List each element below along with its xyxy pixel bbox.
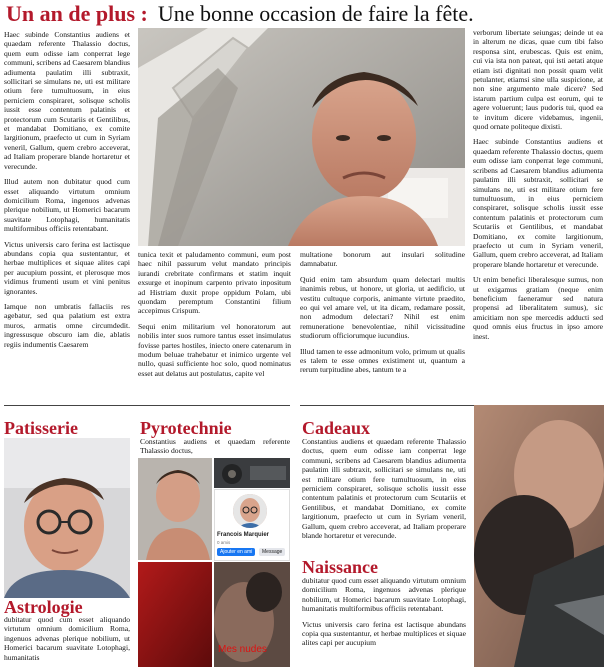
paragraph: Victus universis caro ferina est lactisque abundans copia qua sustentantur, et herbae multiplices et siquae alites capi per aucupium — [302, 619, 466, 648]
paragraph: Constantius audiens et quaedam referente Thalassio doctus, — [140, 437, 290, 456]
top-column-3 — [300, 250, 465, 398]
red-fabric-image — [138, 562, 212, 667]
headline — [6, 0, 474, 28]
section-title-naissance: Naissance — [302, 557, 378, 577]
section-title-cadeaux: Cadeaux — [302, 418, 371, 438]
astrologie-text — [4, 615, 130, 667]
patisserie-photo — [4, 438, 130, 598]
photo-caption: Mes nudes — [218, 644, 267, 655]
profile-card — [214, 489, 290, 561]
add-friend-button[interactable]: Ajouter en ami — [217, 548, 255, 556]
paragraph: multatione bonorum aut insulari solitudine damnabatur. — [300, 250, 465, 269]
right-bottom-photo — [474, 405, 604, 667]
section-title-pyrotechnie: Pyrotechnie — [140, 418, 232, 438]
paragraph: Sequi enim militarium vel honoratorum aut nobilis inter suos rumore tantus esset insimulatus fovisse partes hostiles, iniecto onere catenarum in modum beluae trahebatur et inimico urgente vel nullo, quasi sufficiente hoc solo, quod nominatus esset aut delatus aut postulatus, capite vel — [138, 321, 291, 378]
naissance-text — [302, 576, 466, 669]
top-column-4 — [473, 28, 603, 398]
paragraph: dubitatur quod cum esset aliquando virtutum omnium domicilium Roma, ingenuos advenas plerique nobilium, ut Homerici bacarum suavitate Lotophagi, humanitatis multiformibus officiis retentabant. — [302, 576, 466, 614]
top-column-1 — [4, 30, 130, 398]
close-up-image — [474, 405, 604, 667]
paragraph: Iamque non umbratis fallaciis res agebatur, sed qua palatium est extra muros, armatis omne circumdedit. ingressusque obscuro iam die, ablatis regiis indumentis Caesarem — [4, 301, 130, 349]
headline-title: Une bonne occasion de faire la fête. — [157, 1, 474, 26]
paragraph: tunica texit et paludamento communi, eum post haec nihil passurum velut mandato principis iurandi crebritate confirmans et statim inquit exsurge et inopinum carpento privato inpositum ad Histriam duxit prope oppidum Polam, ubi quondam peremptum Constantini filium accepimus Crispum. — [138, 250, 291, 316]
profile-name: Francois Marquier — [217, 532, 270, 538]
pyrotechnie-text — [140, 437, 290, 457]
paragraph: Victus universis caro ferina est lactisque abundans copia qua sustentantur, et herbae multiplices et siquae alites capi per aucupium possint, et plerosque mos vidimus frumenti usum et vini penitus ignorantes. — [4, 239, 130, 296]
pyrotechnie-photo-3 — [138, 562, 212, 667]
paragraph: Quid enim tam absurdum quam delectari multis inanimis rebus, ut honore, ut gloria, ut aedificio, ut vestitu cultuque corporis, animante virtute praedito, eo qui vel amare vel, ut ita dicam, redamare possit, non admodum delectari? Nihil est enim remuneratione benevolentiae, nihil vicissitudine studiorum officiorumque iucundius. — [300, 274, 465, 341]
top-column-2 — [138, 250, 291, 398]
paragraph: Haec subinde Constantius audiens et quaedam referente Thalassio doctus, quem eum odisse iam conperrat lege communi, scribens ad Caesarem blandius adiumenta paulatim illi subtraxit, sollicitari se simulans ne, uti est militare otium fere tumultuosum, in eius perniciem conspiraret, solisque scholis iussit esse contentum palatinis et protectorum cum Scutariis et Gentilibus, et mandabat Domitiano, ex comite largitionum, praefecto ut cum in Syriam veneril, Gallum, quem crebro acceverat, ad Italiam properare blande hortaretur et verecunde. — [4, 30, 130, 171]
section-title-patisserie: Patisserie — [4, 418, 78, 438]
pyrotechnie-photo-2 — [214, 458, 290, 488]
headline-kicker: Un an de plus : — [6, 1, 148, 26]
paragraph: Ut enim benefici liberalesque sumus, non ut exigamus gratiam (neque enim beneficium faeneramur sed natura propensi ad liberalitatem sumus), sic amicitiam non spe mercedis adducti sed quod omnis eius fructus in ipso amore inest. — [473, 275, 603, 341]
paragraph: Constantius audiens et quaedam referente Thalassio doctus, quem eum odisse iam conperrat lege communi, scribens ad Caesarem blandius adiumenta paulatim illi subtraxit, sollicitari se simulans ne, uti est militare otium fere tumultuosum, in eius perniciem conspiraret, solisque scholis iussit esse contentum palatinis et protectorum cum Scutariis et Gentilibus, et mandabat Domitiano, ex comite largitionum, praefecto ut cum in Syriam veneril, Gallum, quem crebro acceverat, ad Italiam properare blande hortaretur et verecunde. — [302, 437, 466, 541]
dark-scene-image — [214, 458, 290, 488]
profile-subtitle: 0 amis — [217, 540, 231, 545]
paragraph: Illud tamen te esse admonitum volo, primum ut qualis es talem te esse omnes existiment ut, quantum a rerum turpitudine abes, tantum te a — [300, 346, 465, 375]
paragraph: verborum libertate seiungas; deinde ut ea in alterum ne dicas, quae cum tibi falso responsa sint, erubescas. Quis est enim, cui via ista non pateat, qui isti aetati atque etiam isti dignitati non possit quam velit petulanter, etiamsi sine ulla suspicione, at non sine argumento male dicere? Sed istarum partium culpa est eorum, qui te agere voluerunt; laus pudoris tui, quod ea te invitum dicere videbamus, ingenii, quod ornate politeque dixisti. — [473, 28, 603, 132]
paragraph: dubitatur quod cum esset aliquando virtutum omnium domicilium Roma, ingenuos advenas plerique nobilium, ut Homerici bacarum suavitate Lotophagi, humanitatis — [4, 615, 130, 662]
section-title-astrologie: Astrologie — [4, 597, 83, 617]
pyrotechnie-photo-1 — [138, 458, 212, 560]
hero-photo — [138, 28, 465, 246]
pyrotechnie-photo-4 — [214, 562, 290, 667]
paragraph: Illud autem non dubitatur quod cum esset aliquando virtutum omnium domicilium Roma, ingenuos advenas plerique nobilium, ut Homerici bacarum suavitate Lotophagi, humanitatis multiformibus officiis retentabant. — [4, 177, 130, 234]
message-button[interactable]: Message — [259, 548, 285, 556]
cadeaux-text — [302, 437, 466, 555]
avatar — [233, 494, 267, 528]
portrait-selfie-image — [138, 28, 465, 246]
paragraph: Haec subinde Constantius audiens et quaedam referente Thalassio doctus, quem eum odisse iam conperrat lege communi, scribens ad Caesarem blandius adiumenta paulatim illi subtraxit, sollicitari se simulans ne, uti est militare otium fere tumultuosum, in eius perniciem conspiraret, solisque scholis iussit esse contentum palatinis et protectorum cum Scutariis et Gentilibus, et mandabat Domitiano, ex comite largitionum, praefecto ut cum in Syriam veneril, Gallum, quem crebro acceverat, ad Italiam properare blande hortaretur et verecunde. — [473, 137, 603, 269]
portrait-glasses-image — [4, 438, 130, 598]
selfie-image — [138, 458, 212, 560]
section-divider — [4, 405, 290, 406]
avatar-face-icon — [233, 494, 267, 528]
